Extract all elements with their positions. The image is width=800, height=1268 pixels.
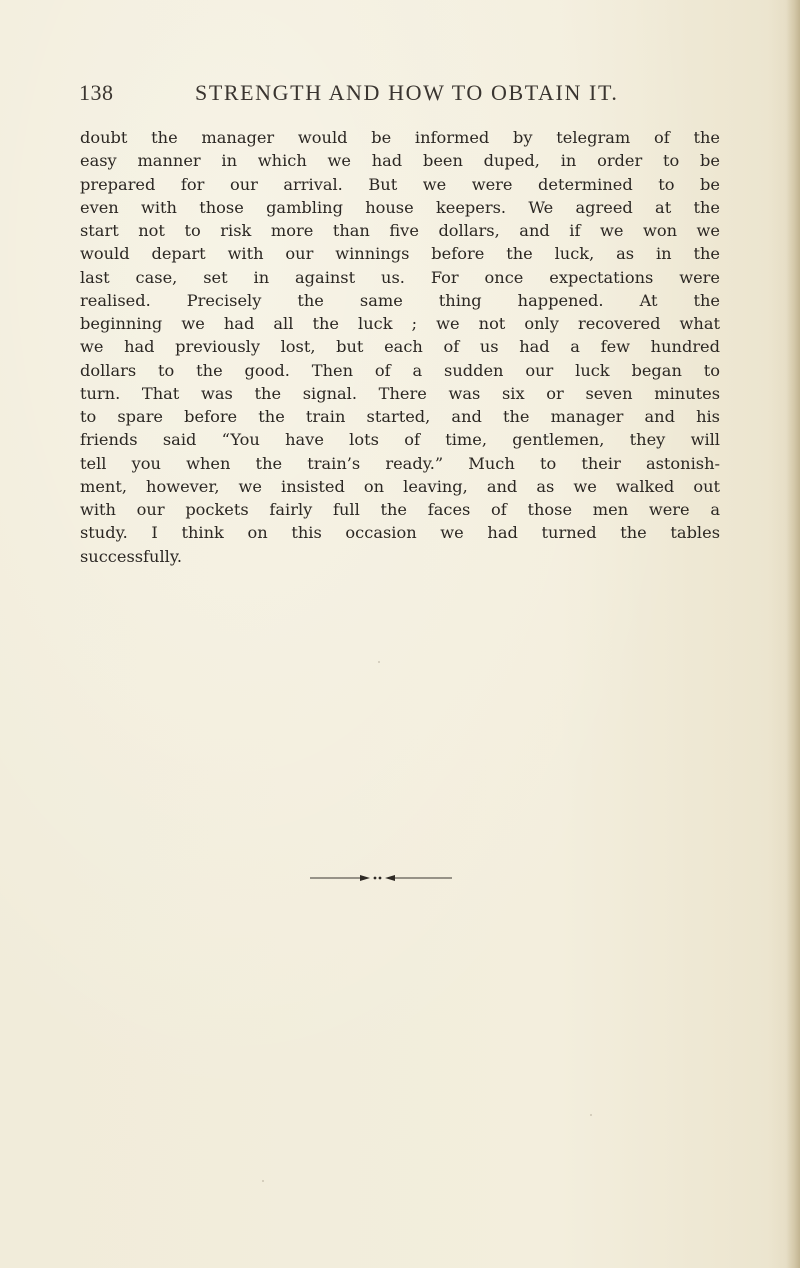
page-edge-shadow bbox=[786, 0, 800, 1268]
text-line: turn. That was the signal. There was six or seven minutes bbox=[80, 383, 720, 403]
text-line: would depart with our winnings before the luck, as in the bbox=[80, 244, 720, 264]
text-line: study. I think on this occasion we had turned the tables bbox=[80, 523, 720, 543]
text-line: easy manner in which we had been duped, in order to be bbox=[80, 151, 720, 171]
text-line: realised. Precisely the same thing happened. At the bbox=[80, 290, 720, 310]
text-line: doubt the manager would be informed by telegram of the bbox=[80, 128, 720, 147]
text-line: dollars to the good. Then of a sudden our luck began to bbox=[80, 360, 720, 380]
paper-speck bbox=[378, 661, 380, 663]
text-line: tell you when the train’s ready.” Much to their astonish- bbox=[80, 453, 720, 473]
text-line: ment, however, we insisted on leaving, and as we walked out bbox=[80, 476, 720, 496]
text-line: last case, set in against us. For once expectations were bbox=[80, 267, 720, 287]
page-header bbox=[79, 80, 719, 112]
running-head: STRENGTH AND HOW TO OBTAIN IT. bbox=[195, 80, 619, 105]
body-paragraph bbox=[80, 126, 720, 568]
section-end-ornament-icon bbox=[310, 873, 452, 883]
text-line: even with those gambling house keepers. We agreed at the bbox=[80, 197, 720, 217]
text-line: to spare before the train started, and the manager and his bbox=[80, 407, 720, 426]
page-number: 138 bbox=[79, 80, 114, 105]
text-line: friends said “You have lots of time, gentlemen, they will bbox=[80, 430, 720, 450]
paper-speck bbox=[590, 1114, 592, 1116]
text-line: we had previously lost, but each of us had a few hundred bbox=[80, 337, 720, 357]
text-line: successfully. bbox=[80, 546, 182, 566]
text-line: with our pockets fairly full the faces of those men were a bbox=[80, 500, 720, 519]
paper-speck bbox=[262, 1180, 264, 1182]
text-line: prepared for our arrival. But we were determined to be bbox=[80, 174, 720, 194]
text-line: beginning we had all the luck ; we not only recovered what bbox=[80, 314, 720, 333]
text-line: start not to risk more than five dollars, and if we won we bbox=[80, 221, 720, 240]
